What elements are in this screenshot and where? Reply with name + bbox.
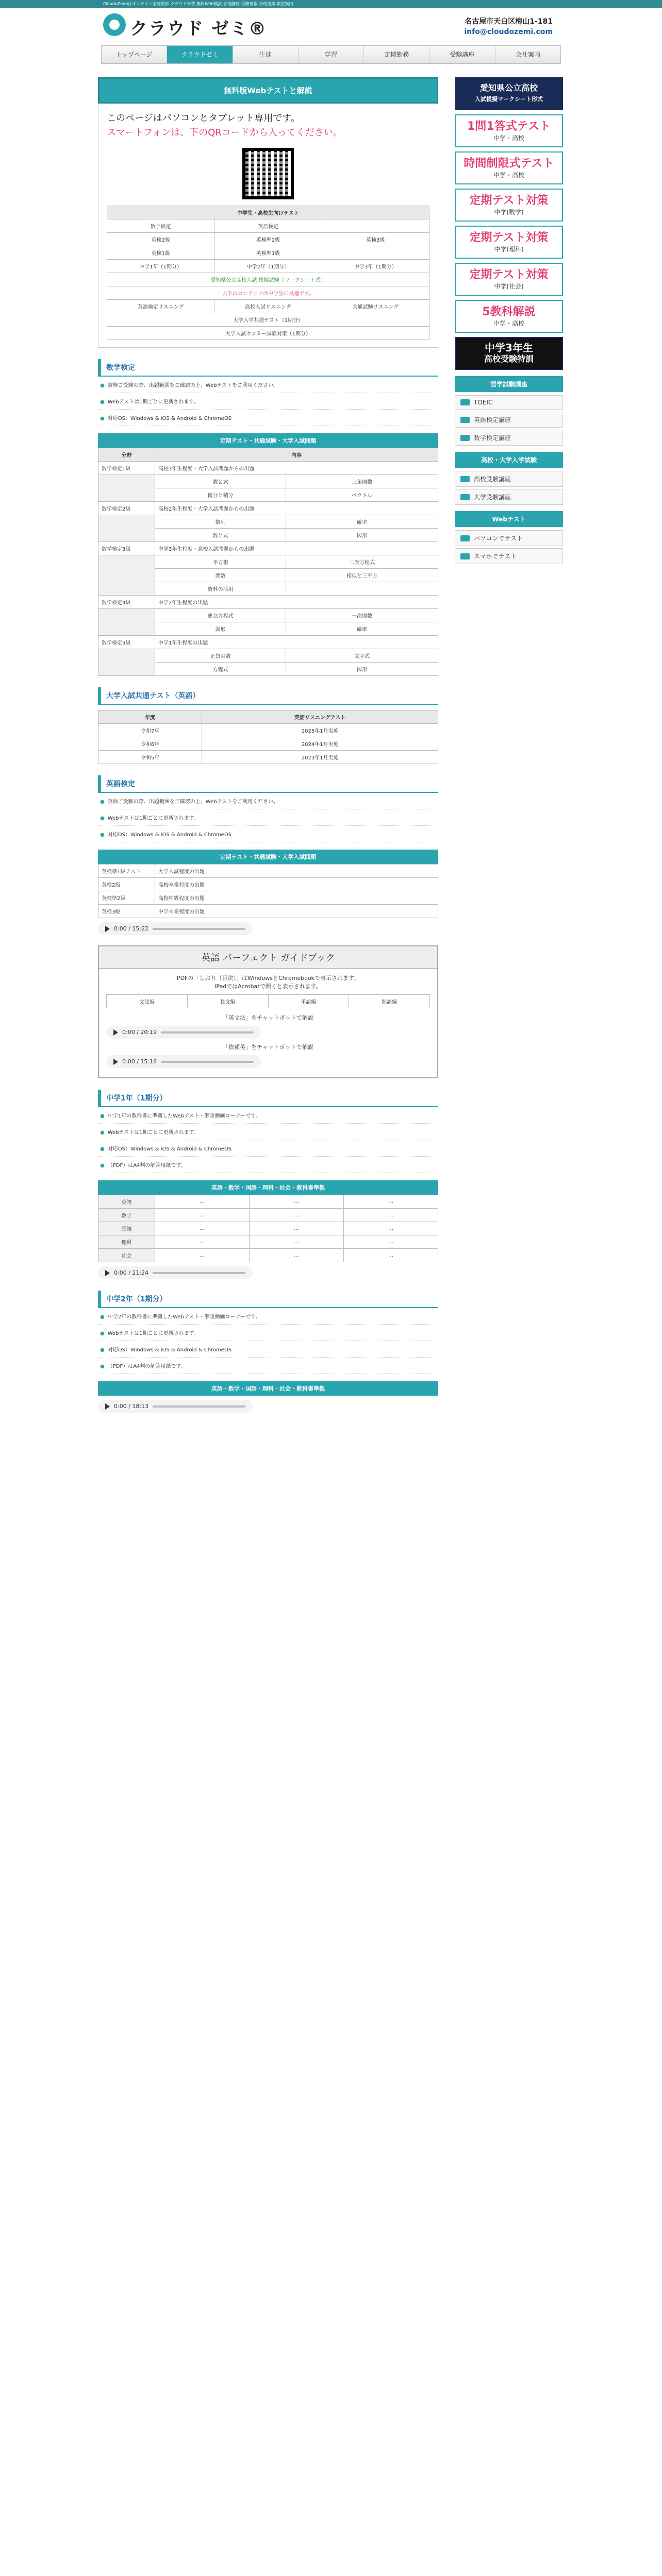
- guidebook: [98, 945, 438, 1078]
- sidebar-link[interactable]: [455, 412, 563, 428]
- ad-sub: 中学・高校: [493, 172, 524, 179]
- hero-link[interactable]: 中学3年（1期分）: [322, 260, 429, 273]
- math-table: [98, 448, 438, 676]
- year-value: 2024年1月実施: [202, 737, 438, 751]
- nav-item-home[interactable]: トップページ: [102, 46, 167, 63]
- hero-link[interactable]: 中学1年（1期分）: [107, 260, 214, 273]
- subject-label: 国語: [98, 1222, 155, 1235]
- bullet-item: ● 対応OS：Windows & iOS & Android & ChromeOS: [98, 826, 438, 842]
- sidebar-link[interactable]: [455, 395, 563, 410]
- col-header: 年度: [98, 710, 202, 724]
- bullet-item: ● 数検ご受験の際、出題範囲をご確認の上、Webテストをご利用ください。: [98, 377, 438, 393]
- section-title-listening: 大学入試共通テスト（英語）: [98, 687, 438, 705]
- bullet-item: ● Webテストは1期ごとに更新されます。: [98, 809, 438, 826]
- main-nav: [101, 45, 561, 64]
- phone-icon: [460, 553, 470, 560]
- subject-link[interactable]: 英検準2級: [98, 891, 155, 905]
- topic-link[interactable]: 平方根: [155, 555, 286, 569]
- year-link[interactable]: 令和6年: [98, 737, 202, 751]
- book-icon: [460, 399, 470, 405]
- hero-link[interactable]: [322, 246, 429, 260]
- bullet-item: ● 対応OS：Windows & iOS & Android & ChromeOS: [98, 1341, 438, 1358]
- cell[interactable]: …: [250, 1222, 344, 1235]
- audio-player[interactable]: [106, 1055, 261, 1068]
- topic-link[interactable]: 数列: [155, 515, 286, 529]
- header-address: 名古屋市天白区梅山1-181: [465, 18, 553, 26]
- cell[interactable]: …: [155, 1209, 250, 1222]
- audio-progress[interactable]: [161, 1031, 254, 1033]
- ad-line: 高校受験特訓: [484, 354, 534, 364]
- topic-link[interactable]: 図形: [286, 529, 438, 542]
- sidebar-head: 高校・大学入学試験: [455, 452, 563, 468]
- sidebar-link[interactable]: [455, 530, 563, 546]
- sidebar-link-label: TOEIC: [474, 399, 493, 406]
- sidebar-link[interactable]: [455, 548, 563, 564]
- nav-item-courses[interactable]: 受験講座: [429, 46, 495, 63]
- guidebook-sub-2[interactable]: 「依頼英」をチャットボットで解説: [223, 1044, 313, 1050]
- ad-line: 定期テスト対策: [469, 231, 549, 244]
- sidebar-ad-grade3[interactable]: [455, 337, 563, 370]
- section-title-jr2: 中学2年（1期分）: [98, 1291, 438, 1308]
- desc: 中学3年生程度・高校入試問題からの出題: [155, 542, 438, 555]
- guidebook-body: [99, 969, 437, 1077]
- ad-line: 5教科解説: [482, 306, 536, 318]
- play-icon[interactable]: [105, 1403, 110, 1410]
- table-head: 英語・数学・国語・理科・社会・教科書準拠: [98, 1180, 438, 1195]
- bullet-item: ● Webテストは1期ごとに更新されます。: [98, 393, 438, 410]
- subject-link[interactable]: 数学検定3級: [98, 542, 155, 555]
- guidebook-link[interactable]: 長文編: [187, 995, 268, 1008]
- book-icon: [460, 476, 470, 482]
- topic-link[interactable]: 図形: [155, 622, 286, 636]
- sidebar-head: Webテスト: [455, 511, 563, 527]
- guidebook-link[interactable]: 単語編: [268, 995, 349, 1008]
- subject-label: 理科: [98, 1235, 155, 1249]
- guidebook-items: [106, 994, 430, 1008]
- audio-time: 0:00 / 15:16: [122, 1058, 157, 1065]
- desc: 大学入試程度の出題: [155, 865, 438, 878]
- hero-link[interactable]: 中学2年（1期分）: [214, 260, 322, 273]
- section-title-eiken: 英語検定: [98, 775, 438, 793]
- subject-link[interactable]: 数学検定4級: [98, 596, 155, 609]
- row-label: [98, 515, 155, 542]
- logo-icon[interactable]: [103, 13, 126, 36]
- sidebar-ad-mock-exam[interactable]: [455, 77, 563, 110]
- ad-sub: 中学・高校: [493, 134, 524, 142]
- year-value: 2025年1月実施: [202, 724, 438, 737]
- main-content: [98, 77, 438, 1417]
- audio-player[interactable]: [98, 1400, 253, 1413]
- top-bar: CloudoZemiはオンライン家庭教師 クラウド学習 無料Web模試 各種講座 受験情報 合格実績 教室案内: [0, 0, 662, 8]
- jr1-table: [98, 1195, 438, 1262]
- topic-link[interactable]: 確率: [286, 622, 438, 636]
- cell[interactable]: …: [344, 1222, 438, 1235]
- audio-time: 0:00 / 18:13: [114, 1403, 149, 1410]
- book-icon: [460, 494, 470, 500]
- col-header: 分野: [98, 448, 155, 462]
- computer-icon: [460, 535, 470, 541]
- cell[interactable]: …: [344, 1209, 438, 1222]
- cell[interactable]: …: [250, 1249, 344, 1262]
- hero-link[interactable]: 数学検定: [107, 219, 214, 233]
- hero-footer-link[interactable]: 英語検定リスニング: [107, 300, 214, 313]
- bullet-item: ● 中学2年の教科書に準拠したWebテスト・解説動画コーナーです。: [98, 1308, 438, 1325]
- topic-link[interactable]: 数と式: [155, 475, 286, 488]
- nav-item-company[interactable]: 会社案内: [515, 51, 540, 58]
- subject-label: 数学: [98, 1209, 155, 1222]
- topic-link[interactable]: 相似と三平方: [286, 569, 438, 582]
- topic-link[interactable]: 数と式: [155, 529, 286, 542]
- table-head: 定期テスト・共通試験・大学入試問題: [98, 850, 438, 864]
- bullet-item: ● Webテストは1期ごとに更新されます。: [98, 1325, 438, 1341]
- bullet-item: ● 中学1年の教科書に準拠したWebテスト・解説動画コーナーです。: [98, 1107, 438, 1124]
- audio-time: 0:00 / 20:19: [122, 1029, 157, 1036]
- play-icon[interactable]: [113, 1029, 118, 1036]
- topic-link[interactable]: 関数: [155, 569, 286, 582]
- hero-link[interactable]: 英検1級: [107, 246, 214, 260]
- site-header: [0, 8, 662, 45]
- eiken-table: [98, 864, 438, 918]
- book-icon: [460, 417, 470, 423]
- cell[interactable]: …: [155, 1195, 250, 1209]
- subject-link[interactable]: 数学検定2級: [98, 502, 155, 515]
- desc: 中学1年生程度の出題: [155, 636, 438, 649]
- audio-time: 0:00 / 21:24: [114, 1269, 149, 1276]
- ad-sub: 中学・高校: [493, 320, 524, 327]
- nav-item-tests[interactable]: 定期勤務: [364, 46, 429, 63]
- table-head: 英語・数学・国語・理科・社会・教科書準拠: [98, 1381, 438, 1396]
- audio-player[interactable]: [98, 1266, 253, 1279]
- topic-link[interactable]: ベクトル: [286, 488, 438, 502]
- sidebar-link-label: 数学検定講座: [474, 434, 511, 442]
- row-label: [98, 649, 155, 676]
- subject-link[interactable]: 英検準1級テスト: [98, 865, 155, 878]
- hero-link[interactable]: [322, 219, 429, 233]
- sidebar-link-label: スマホでテスト: [474, 553, 517, 560]
- hero-note-2: 以下のコンテンツは中学生に最適です。: [107, 286, 429, 300]
- ad-line: 1問1答式テスト: [467, 120, 551, 133]
- desc: 高校3年生程度・大学入試問題からの出題: [155, 462, 438, 475]
- audio-progress[interactable]: [153, 1272, 245, 1274]
- cell[interactable]: …: [250, 1235, 344, 1249]
- hero-extra-2[interactable]: 大学入試センター試験対策（1期分）: [107, 327, 429, 340]
- sidebar-link-label: 高校受験講座: [474, 476, 511, 483]
- sidebar-ad-science[interactable]: [455, 226, 563, 259]
- cell[interactable]: …: [250, 1209, 344, 1222]
- topic-link[interactable]: 方程式: [155, 663, 286, 676]
- bullet-item: ● 対応OS：Windows & iOS & Android & ChromeOS: [98, 410, 438, 426]
- bullet-item: ● 対応OS：Windows & iOS & Android & ChromeOS: [98, 1140, 438, 1157]
- topic-link[interactable]: 図形: [286, 663, 438, 676]
- subject-link[interactable]: 英検2級: [98, 878, 155, 891]
- bullet-item: ● Webテストは1期ごとに更新されます。: [98, 1124, 438, 1140]
- audio-progress[interactable]: [161, 1061, 254, 1063]
- hero-link[interactable]: 英検3級: [322, 233, 429, 246]
- row-label: [98, 475, 155, 502]
- ad-sub: 中学(社会): [494, 283, 524, 290]
- hero-link[interactable]: 英語検定: [214, 219, 322, 233]
- subject-label: 英語: [98, 1195, 155, 1209]
- cell[interactable]: …: [344, 1195, 438, 1209]
- hero-line-1: このページはパソコンとタブレット専用です。: [107, 113, 300, 124]
- sidebar-link-label: 英語検定講座: [474, 416, 511, 423]
- section-title-math: 数学検定: [98, 359, 438, 377]
- desc: 高校卒業程度の出題: [155, 878, 438, 891]
- header-contact: [464, 16, 553, 37]
- play-icon[interactable]: [105, 926, 110, 932]
- topic-link[interactable]: 連立方程式: [155, 609, 286, 622]
- ad-line: 定期テスト対策: [469, 268, 549, 281]
- table-head: 定期テスト・共通試験・大学入試問題: [98, 433, 438, 448]
- bullet-item: ● 英検ご受験の際、出題範囲をご確認の上、Webテストをご利用ください。: [98, 793, 438, 809]
- guidebook-line-2: iPadではAcrobatで開くと表示されます。: [214, 983, 322, 990]
- sidebar-ad-social[interactable]: [455, 263, 563, 296]
- hero-title: 無料版Webテストと解説: [98, 77, 438, 104]
- year-link[interactable]: 令和5年: [98, 751, 202, 764]
- qr-code-icon: [242, 148, 294, 199]
- row-label: [98, 609, 155, 636]
- hero-link[interactable]: 英検準1級: [214, 246, 322, 260]
- desc: 中学2年生程度の出題: [155, 596, 438, 609]
- hero-footer-link[interactable]: 共通試験リスニング: [322, 300, 429, 313]
- topic-link[interactable]: 三角関数: [286, 475, 438, 488]
- cell[interactable]: …: [155, 1235, 250, 1249]
- play-icon[interactable]: [113, 1059, 118, 1065]
- sidebar-link[interactable]: [455, 471, 563, 487]
- hero-link[interactable]: 英検準2級: [214, 233, 322, 246]
- sidebar-link-label: 大学受験講座: [474, 494, 511, 501]
- topic-link[interactable]: 一次関数: [286, 609, 438, 622]
- header-email[interactable]: info@cloudozemi.com: [464, 28, 553, 36]
- cell[interactable]: …: [250, 1195, 344, 1209]
- sidebar-link-label: パソコンでテスト: [474, 535, 523, 542]
- ad-line: 定期テスト対策: [469, 194, 549, 207]
- guidebook-link[interactable]: 熟語編: [349, 995, 430, 1008]
- cell[interactable]: …: [155, 1249, 250, 1262]
- play-icon[interactable]: [105, 1270, 110, 1276]
- desc: 高校2年生程度・大学入試問題からの出題: [155, 502, 438, 515]
- col-header: 内容: [155, 448, 438, 462]
- sidebar-ad-timed[interactable]: [455, 151, 563, 184]
- topic-link[interactable]: [286, 582, 438, 596]
- hero-body: [98, 104, 438, 348]
- ad-sub: 中学(数学): [494, 209, 524, 216]
- guidebook-link[interactable]: 文法編: [107, 995, 188, 1008]
- topic-link[interactable]: 微分と積分: [155, 488, 286, 502]
- hero-link[interactable]: 英検2級: [107, 233, 214, 246]
- ad-line: 愛知県公立高校: [479, 83, 538, 93]
- guidebook-line-1: PDFの「しおり（目次）」はWindowsとChromebookで表示されます。: [176, 975, 360, 981]
- topic-link[interactable]: 二次方程式: [286, 555, 438, 569]
- audio-progress[interactable]: [153, 1405, 245, 1408]
- nav-item-study[interactable]: 学習: [299, 46, 364, 63]
- hero-line-2: スマートフォンは、下のQRコードから入ってください。: [107, 127, 342, 138]
- hero-extra[interactable]: 大学入学共通テスト（1期分）: [107, 313, 429, 327]
- audio-progress[interactable]: [153, 928, 245, 930]
- nav-item-students[interactable]: 生徒: [233, 46, 299, 63]
- audio-time: 0:00 / 15:22: [114, 925, 149, 932]
- sidebar-link[interactable]: [455, 489, 563, 505]
- guidebook-sub-1[interactable]: 「英文法」をチャットボットで解説: [223, 1014, 313, 1021]
- year-link[interactable]: 令和7年: [98, 724, 202, 737]
- listening-table: [98, 710, 438, 764]
- book-icon: [460, 435, 470, 441]
- ad-line: 時間制限式テスト: [464, 157, 554, 170]
- bullet-item: ● （PDF）はA4判の解答用紙です。: [98, 1358, 438, 1374]
- section-title-jr1: 中学1年（1期分）: [98, 1090, 438, 1107]
- sidebar-head: 語学試験講座: [455, 376, 563, 392]
- cell[interactable]: …: [344, 1235, 438, 1249]
- sidebar-ad-math[interactable]: [455, 189, 563, 222]
- sidebar-ad-five[interactable]: [455, 300, 563, 333]
- ad-line: 中学3年生: [485, 342, 533, 354]
- desc: 中学卒業程度の出題: [155, 905, 438, 918]
- bullet-item: ● （PDF）はA4判の解答用紙です。: [98, 1157, 438, 1173]
- subject-link[interactable]: 数学検定5級: [98, 636, 155, 649]
- hero-footer-link[interactable]: 高校入試リスニング: [214, 300, 322, 313]
- site-logo[interactable]: クラウド ゼミ®: [130, 19, 267, 39]
- year-value: 2023年1月実施: [202, 751, 438, 764]
- audio-player[interactable]: [98, 922, 253, 935]
- guidebook-title: 英語 パーフェクト ガイドブック: [99, 946, 437, 969]
- ad-line: 入試模擬マークシート形式: [475, 96, 543, 103]
- subject-label: 社会: [98, 1249, 155, 1262]
- row-label: [98, 555, 155, 596]
- col-header: 英語リスニングテスト: [202, 710, 438, 724]
- topic-link[interactable]: 確率: [286, 515, 438, 529]
- subject-link[interactable]: 英検3級: [98, 905, 155, 918]
- sidebar-link[interactable]: [455, 430, 563, 446]
- nav-item-cloudzemi[interactable]: クラウドゼミ: [167, 46, 233, 63]
- desc: 高校中級程度の出題: [155, 891, 438, 905]
- topic-link[interactable]: 資料の活用: [155, 582, 286, 596]
- hero-table: [107, 206, 429, 340]
- topic-link[interactable]: 正負の数: [155, 649, 286, 663]
- subject-link[interactable]: 数学検定1級: [98, 462, 155, 475]
- audio-player[interactable]: [106, 1026, 261, 1039]
- hero-table-caption: 中学生・高校生向けテスト: [107, 206, 429, 219]
- topic-link[interactable]: 文字式: [286, 649, 438, 663]
- cell[interactable]: …: [155, 1222, 250, 1235]
- ad-sub: 中学(理科): [494, 246, 524, 253]
- sidebar: [455, 77, 563, 566]
- hero-note-1[interactable]: 愛知県公立高校入試 模擬試験（マークシート式）: [107, 273, 429, 286]
- cell[interactable]: …: [344, 1249, 438, 1262]
- sidebar-ad-qa[interactable]: [455, 114, 563, 147]
